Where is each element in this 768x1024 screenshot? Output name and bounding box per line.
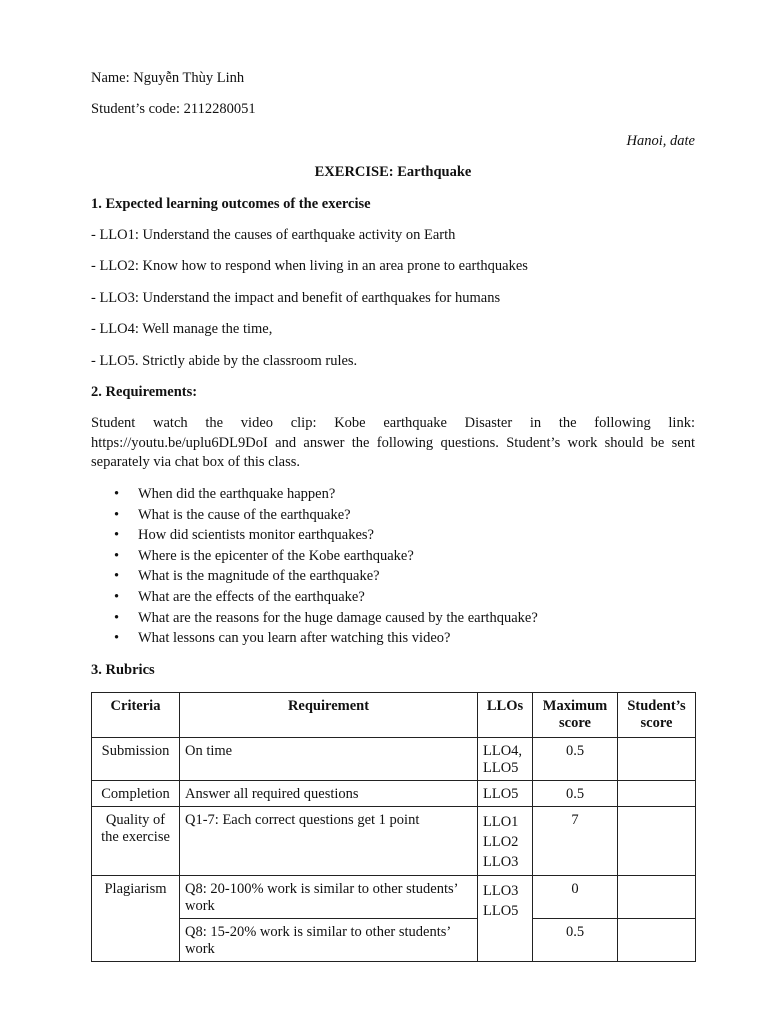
criteria-cell: Plagiarism: [92, 876, 180, 962]
table-row: [92, 738, 696, 781]
place-date: Hanoi, date: [626, 133, 695, 149]
llo-item-2: - LLO2: Know how to respond when living in an area prone to earthquakes: [91, 258, 528, 274]
requirement-cell: Q8: 15-20% work is similar to other students’ work: [180, 919, 478, 962]
table-row: [92, 807, 696, 876]
list-item: • What are the reasons for the huge damage caused by the earthquake?: [114, 609, 538, 626]
table-header-row: [92, 693, 696, 738]
student-score-cell: [618, 876, 696, 919]
max-score-cell: 0.5: [533, 781, 618, 807]
section-3-heading: 3. Rubrics: [91, 662, 155, 678]
rubric-table: [91, 692, 696, 962]
max-score-cell: 0: [533, 876, 618, 919]
student-name: Name: Nguyễn Thùy Linh: [91, 70, 245, 86]
criteria-cell: Submission: [92, 738, 180, 781]
table-row: [92, 781, 696, 807]
bullet-icon: •: [114, 568, 120, 585]
student-code: Student’s code: 2112280051: [91, 101, 256, 117]
bullet-icon: •: [114, 588, 120, 605]
criteria-cell: Completion: [92, 781, 180, 807]
requirements-paragraph: Student watch the video clip: Kobe earthquake Disaster in the following link: https://youtu.be/uplu6DL9DoI and answer the following questions. Student’s work should be sent separately via chat box of this class.: [91, 415, 695, 470]
requirement-cell: On time: [180, 738, 478, 781]
llo-item-5: - LLO5. Strictly abide by the classroom rules.: [91, 353, 358, 369]
max-score-cell: 0.5: [533, 919, 618, 962]
requirement-cell: Q1-7: Each correct questions get 1 point: [180, 807, 478, 876]
exercise-title: EXERCISE: Earthquake: [314, 164, 472, 180]
column-header: LLOs: [478, 693, 533, 738]
list-item: • What are the effects of the earthquake?: [114, 588, 365, 605]
column-header: Maximum score: [533, 693, 618, 738]
bullet-icon: •: [114, 630, 120, 647]
column-header: Criteria: [92, 693, 180, 738]
max-score-cell: 0.5: [533, 738, 618, 781]
section-1-heading: 1. Expected learning outcomes of the exercise: [91, 196, 371, 212]
list-item: • What is the cause of the earthquake?: [114, 506, 351, 523]
question-list: [91, 484, 695, 649]
list-item: • How did scientists monitor earthquakes?: [114, 527, 374, 544]
requirement-cell: Answer all required questions: [180, 781, 478, 807]
column-header: Requirement: [180, 693, 478, 738]
bullet-icon: •: [114, 609, 120, 626]
list-item: • Where is the epicenter of the Kobe earthquake?: [114, 547, 414, 564]
bullet-icon: •: [114, 506, 120, 523]
table-row: [92, 919, 696, 962]
bullet-icon: •: [114, 547, 120, 564]
criteria-cell: Quality of the exercise: [92, 807, 180, 876]
student-score-cell: [618, 738, 696, 781]
section-2-heading: 2. Requirements:: [91, 384, 198, 400]
list-item: • What lessons can you learn after watching this video?: [114, 630, 451, 647]
llo-item-4: - LLO4: Well manage the time,: [91, 321, 273, 337]
llo-item-3: - LLO3: Understand the impact and benefit of earthquakes for humans: [91, 290, 501, 306]
bullet-icon: •: [114, 486, 120, 502]
llos-cell: LLO4, LLO5: [478, 738, 533, 781]
llos-cell: LLO5: [478, 781, 533, 807]
max-score-cell: 7: [533, 807, 618, 876]
column-header: Student’s score: [618, 693, 696, 738]
student-score-cell: [618, 919, 696, 962]
student-score-cell: [618, 781, 696, 807]
llos-cell: LLO1 LLO2 LLO3: [478, 807, 533, 876]
llos-cell: LLO3 LLO5: [478, 876, 533, 962]
table-row: [92, 876, 696, 919]
bullet-icon: •: [114, 527, 120, 544]
list-item: • What is the magnitude of the earthquake?: [114, 568, 380, 585]
student-score-cell: [618, 807, 696, 876]
llo-item-1: - LLO1: Understand the causes of earthquake activity on Earth: [91, 227, 456, 243]
list-item: • When did the earthquake happen?: [114, 486, 336, 502]
requirement-cell: Q8: 20-100% work is similar to other students’ work: [180, 876, 478, 919]
